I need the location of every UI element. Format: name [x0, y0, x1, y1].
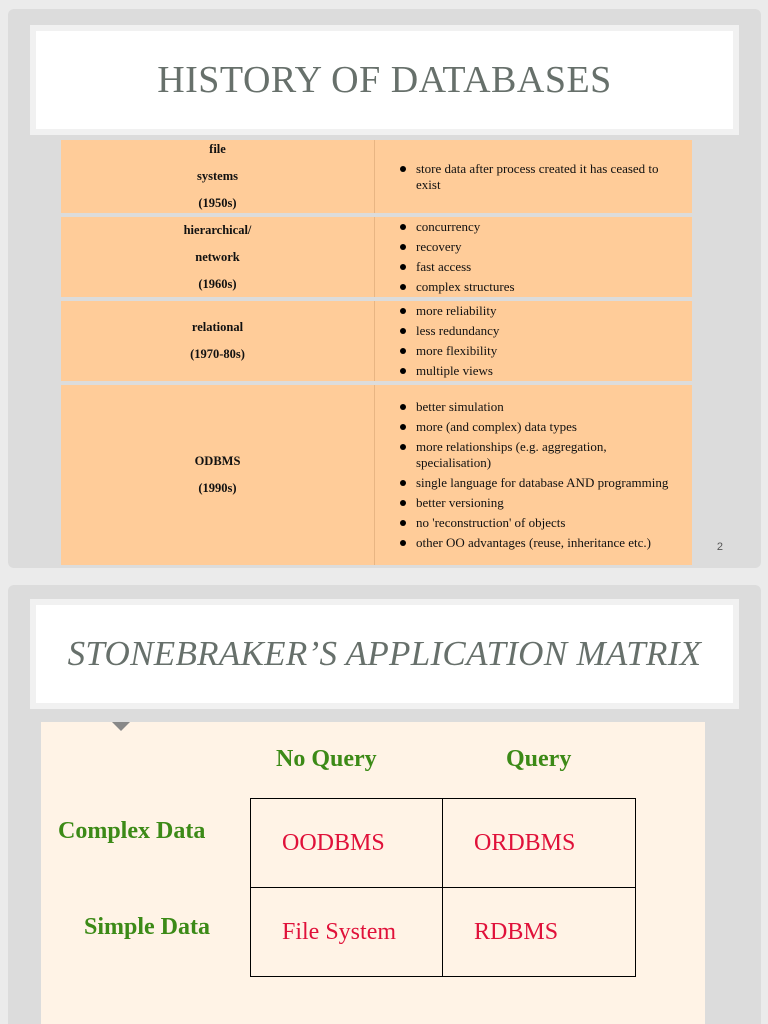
row-header-simple-data: Simple Data: [84, 914, 210, 940]
era-period: (1960s): [198, 276, 237, 291]
feature-list: [375, 301, 692, 381]
list-item: concurrency: [400, 219, 684, 235]
era-label: systems: [197, 169, 238, 183]
table-row: [61, 385, 692, 565]
era-label: network: [195, 249, 240, 264]
list-item: more reliability: [400, 303, 684, 319]
era-period: (1970-80s): [190, 347, 245, 361]
application-matrix-grid: [250, 798, 636, 977]
list-item: other OO advantages (reuse, inheritance etc.): [400, 535, 684, 551]
era-label: relational: [191, 320, 244, 334]
era-cell: [61, 301, 375, 381]
slide-title-box: [30, 599, 739, 709]
slide-history: [8, 9, 761, 568]
list-item: store data after process created it has ceased to exist: [400, 161, 684, 193]
list-item: less redundancy: [400, 323, 684, 339]
feature-list: [375, 140, 692, 213]
matrix-panel: [41, 722, 705, 1024]
slide-title-box: [30, 25, 739, 135]
matrix-cell-ordbms: ORDBMS: [443, 799, 635, 888]
table-row: [61, 217, 692, 297]
history-table: [61, 140, 692, 568]
list-item: complex structures: [400, 279, 684, 295]
era-cell: [61, 385, 375, 565]
column-header-no-query: No Query: [276, 746, 377, 772]
pointer-triangle-icon: [112, 722, 130, 731]
era-period: (1950s): [198, 196, 237, 210]
matrix-cell-rdbms: RDBMS: [474, 918, 559, 945]
era-label: file: [209, 142, 226, 156]
feature-list: [375, 217, 692, 297]
list-item: more relationships (e.g. aggregation, specialisation): [400, 439, 684, 471]
slide-title: HISTORY OF DATABASES: [157, 59, 612, 101]
era-cell: [61, 217, 375, 297]
era-label: hierarchical/: [183, 222, 252, 237]
slide-matrix: [8, 585, 761, 1024]
list-item: no 'reconstruction' of objects: [400, 515, 684, 531]
list-item: better versioning: [400, 495, 684, 511]
list-item: multiple views: [400, 363, 684, 379]
era-label: ODBMS: [194, 454, 241, 468]
page-number: 2: [716, 541, 723, 553]
list-item: fast access: [400, 259, 684, 275]
matrix-cell-oodbms: OODBMS: [251, 799, 443, 888]
matrix-cell-file-system: File System: [251, 888, 443, 976]
list-item: more flexibility: [400, 343, 684, 359]
slide-title: STONEBRAKER’S APPLICATION MATRIX: [67, 634, 702, 673]
list-item: more (and complex) data types: [400, 419, 684, 435]
row-header-complex-data: Complex Data: [58, 818, 206, 844]
column-header-query: Query: [506, 746, 572, 772]
table-row: [61, 140, 692, 213]
era-period: (1990s): [198, 481, 237, 495]
era-cell: [61, 140, 375, 213]
table-row: [61, 301, 692, 381]
list-item: recovery: [400, 239, 684, 255]
list-item: better simulation: [400, 399, 684, 415]
list-item: single language for database AND programming: [400, 475, 684, 491]
feature-list: [375, 385, 692, 565]
